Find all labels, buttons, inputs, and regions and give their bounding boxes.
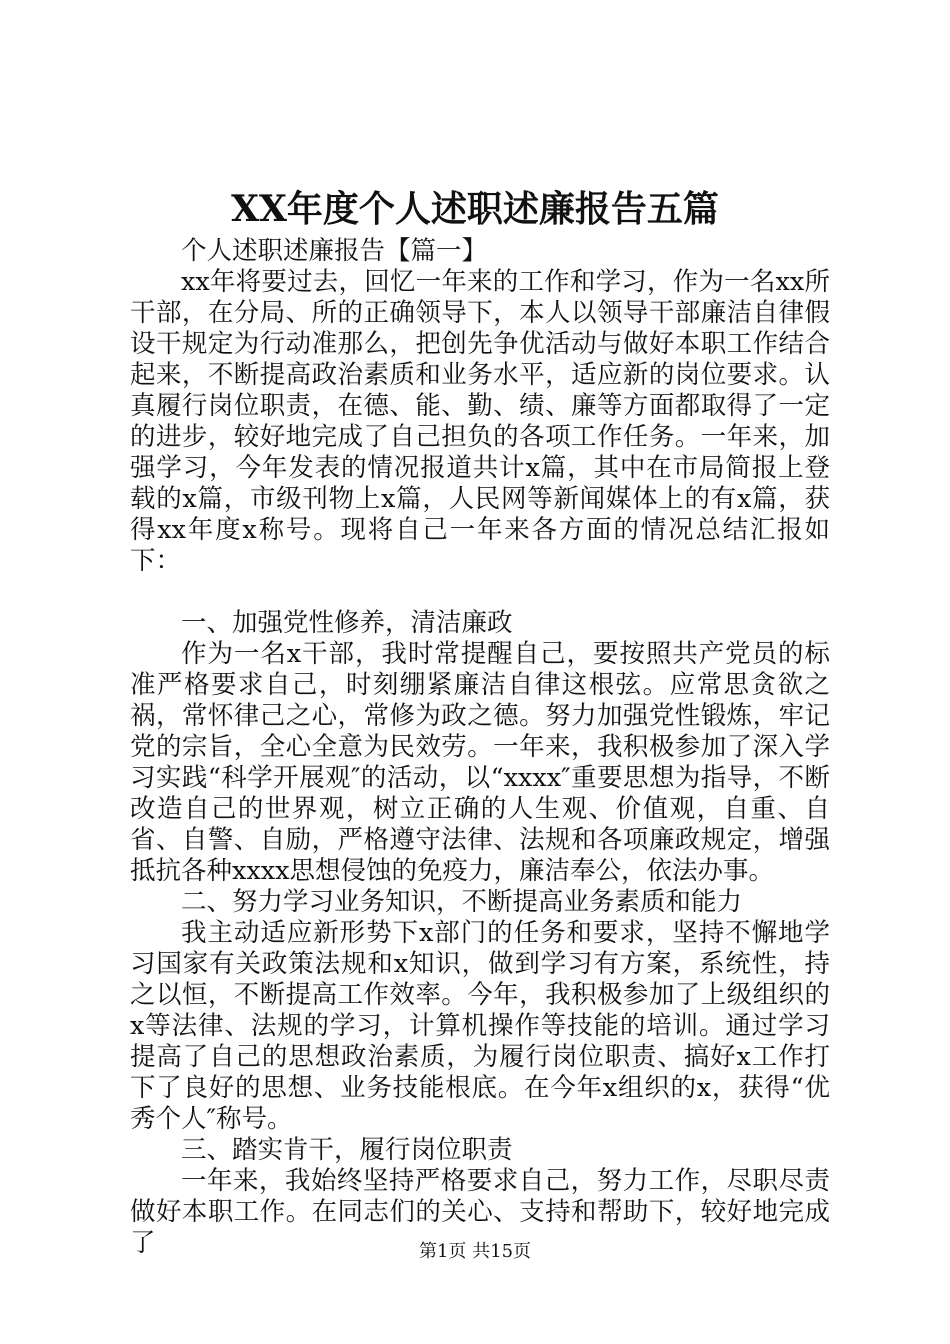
section-paragraph-1: 作为一名x干部，我时常提醒自己，要按照共产党员的标准严格要求自己，时刻绷紧廉洁自律这根弦。应常思贪欲之祸，常怀律己之心，常修为政之德。努力加强党性锻炼，牢记党的宗旨，全心全意为民效劳。一年来，我积极参加了深入学习实践“科学开展观″的活动，以“xxxx″重要思想为指导，不断改造自己的世界观，树立正确的人生观、价值观，自重、自省、自警、自励，严格遵守法律、法规和各项廉政规定，增强抵抗各种xxxx思想侵蚀的免疫力，廉洁奉公，依法办事。	[130, 639, 830, 886]
intro-paragraph: xx年将要过去，回忆一年来的工作和学习，作为一名xx所干部，在分局、所的正确领导下，本人以领导干部廉洁自律假设干规定为行动准那么，把创先争优活动与做好本职工作结合起来，不断提高政治素质和业务水平，适应新的岗位要求。认真履行岗位职责，在德、能、勤、绩、廉等方面都取得了一定的进步，较好地完成了自己担负的各项工作任务。一年来，加强学习，今年发表的情况报道共计x篇，其中在市局简报上登载的x篇，市级刊物上x篇，人民网等新闻媒体上的有x篇，获得xx年度x称号。现将自己一年来各方面的情况总结汇报如下：	[130, 267, 830, 576]
page-number-footer: 第1页 共15页	[418, 1241, 532, 1262]
section-heading-part-one: 个人述职述廉报告【篇一】	[181, 236, 488, 266]
section-heading-3: 三、踏实肯干，履行岗位职责	[181, 1135, 513, 1165]
section-paragraph-3: 一年来，我始终坚持严格要求自己，努力工作，尽职尽责做好本职工作。在同志们的关心、支持和帮助下，较好地完成了	[130, 1166, 830, 1258]
document-title: XX年度个人述职述廉报告五篇	[231, 188, 719, 230]
document-body	[130, 236, 830, 1259]
section-heading-1: 一、加强党性修养，清洁廉政	[181, 608, 513, 638]
section-heading-2: 二、努力学习业务知识，不断提高业务素质和能力	[181, 887, 743, 917]
section-paragraph-2: 我主动适应新形势下x部门的任务和要求，坚持不懈地学习国家有关政策法规和x知识，做到学习有方案，系统性，持之以恒，不断提高工作效率。今年，我积极参加了上级组织的x等法律、法规的学习，计算机操作等技能的培训。通过学习提高了自己的思想政治素质，为履行岗位职责、搞好x工作打下了良好的思想、业务技能根底。在今年x组织的x，获得“优秀个人″称号。	[130, 918, 830, 1134]
